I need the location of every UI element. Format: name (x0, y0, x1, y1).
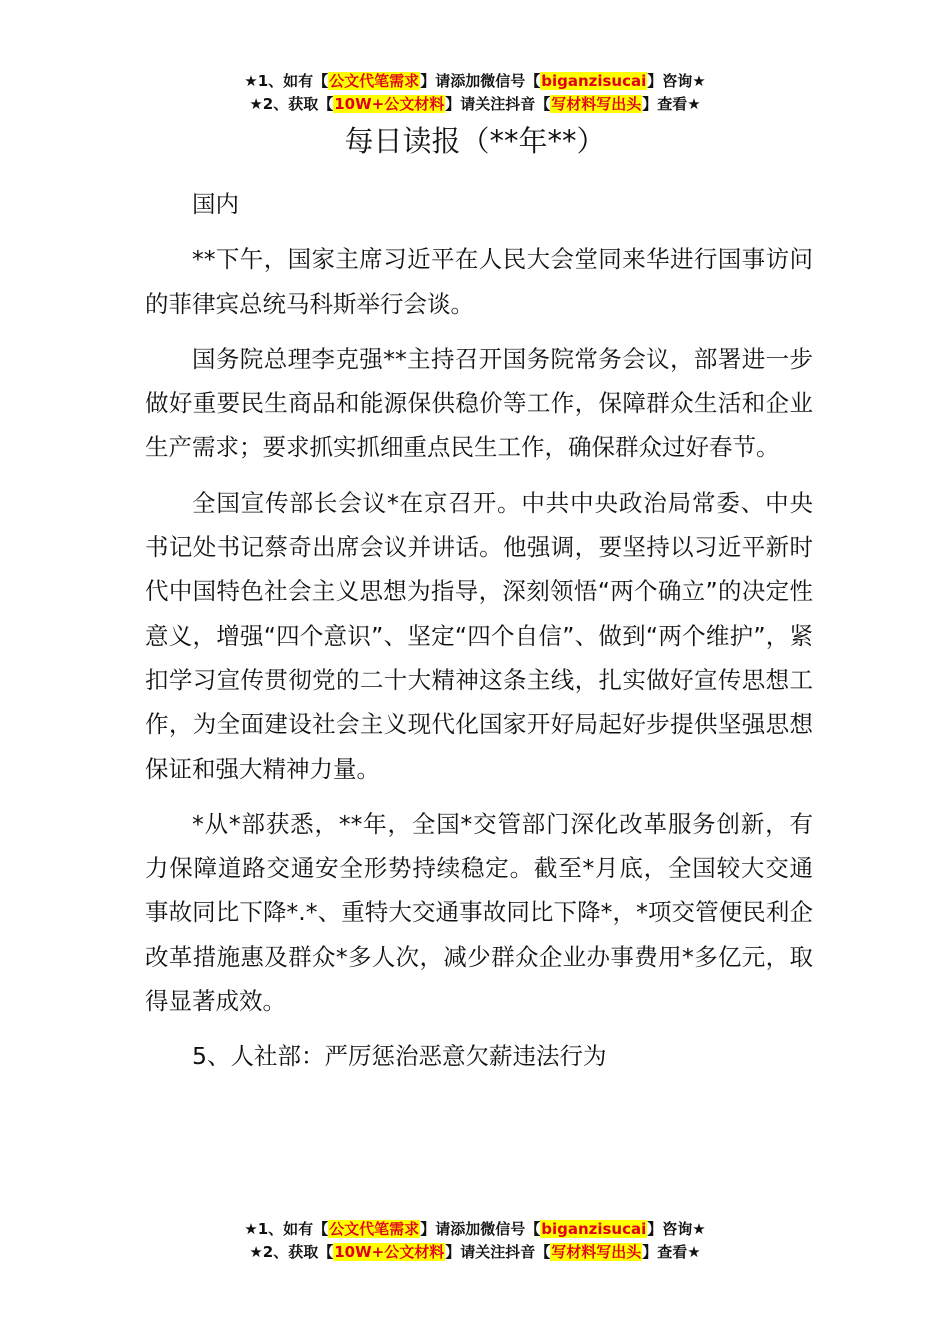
footer-banner (0, 1218, 950, 1264)
banner-text: 】咨询★ (647, 72, 706, 90)
banner-wechat-id: biganzisucai (541, 72, 647, 90)
banner-wechat-id: biganzisucai (541, 1220, 647, 1238)
banner-text: 】请关注抖音【 (445, 1243, 551, 1261)
document-body (145, 182, 813, 1090)
banner-text: 】请关注抖音【 (445, 95, 551, 113)
banner-highlight: 10W+公文材料 (334, 95, 445, 113)
paragraph: **下午，国家主席习近平在人民大会堂同来华进行国事访问的菲律宾总统马科斯举行会谈。 (145, 245, 813, 318)
paragraph: 国务院总理李克强**主持召开国务院常务会议，部署进一步做好重要民生商品和能源保供稳价等工作，保障群众生活和企业生产需求；要求抓实抓细重点民生工作，确保群众过好春节。 (145, 344, 813, 462)
paragraph: *从*部获悉，**年，全国*交管部门深化改革服务创新，有力保障道路交通安全形势持续稳定。截至*月底，全国较大交通事故同比下降*.*、重特大交通事故同比下降*，*项交管便民利企改革措施惠及群众*多人次，减少群众企业办事费用*多亿元，取得显著成效。 (145, 809, 813, 1016)
banner-text: 】咨询★ (647, 1220, 706, 1238)
banner-text: 】请添加微信号【 (420, 1220, 541, 1238)
banner-text: ★2、获取【 (249, 95, 334, 113)
banner-text: ★2、获取【 (249, 1243, 334, 1261)
banner-text: 】查看★ (642, 1243, 701, 1261)
banner-text: 】查看★ (642, 95, 701, 113)
banner-line-1 (0, 1218, 950, 1241)
header-banner (0, 70, 950, 116)
banner-douyin-name: 写材料写出头 (551, 1243, 642, 1261)
banner-text: ★1、如有【 (244, 72, 329, 90)
banner-text: ★1、如有【 (244, 1220, 329, 1238)
page-title: 每日读报（**年**） (344, 124, 606, 158)
banner-line-2 (0, 93, 950, 116)
paragraph: 国内 (192, 190, 239, 218)
banner-highlight: 公文代笔需求 (329, 72, 420, 90)
paragraph: 全国宣传部长会议*在京召开。中共中央政治局常委、中央书记处书记蔡奇出席会议并讲话。他强调，要坚持以习近平新时代中国特色社会主义思想为指导，深刻领悟“两个确立”的决定性意义，增强“四个意识”、坚定“四个自信”、做到“两个维护”，紧扣学习宣传贯彻党的二十大精神这条主线，扎实做好宣传思想工作，为全面建设社会主义现代化国家开好局起好步提供坚强思想保证和强大精神力量。 (145, 488, 813, 783)
banner-line-1 (0, 70, 950, 93)
banner-highlight: 公文代笔需求 (329, 1220, 420, 1238)
banner-line-2 (0, 1241, 950, 1264)
banner-douyin-name: 写材料写出头 (551, 95, 642, 113)
banner-text: 】请添加微信号【 (420, 72, 541, 90)
paragraph: 5、人社部：严厉惩治恶意欠薪违法行为 (192, 1042, 607, 1071)
banner-highlight: 10W+公文材料 (334, 1243, 445, 1261)
